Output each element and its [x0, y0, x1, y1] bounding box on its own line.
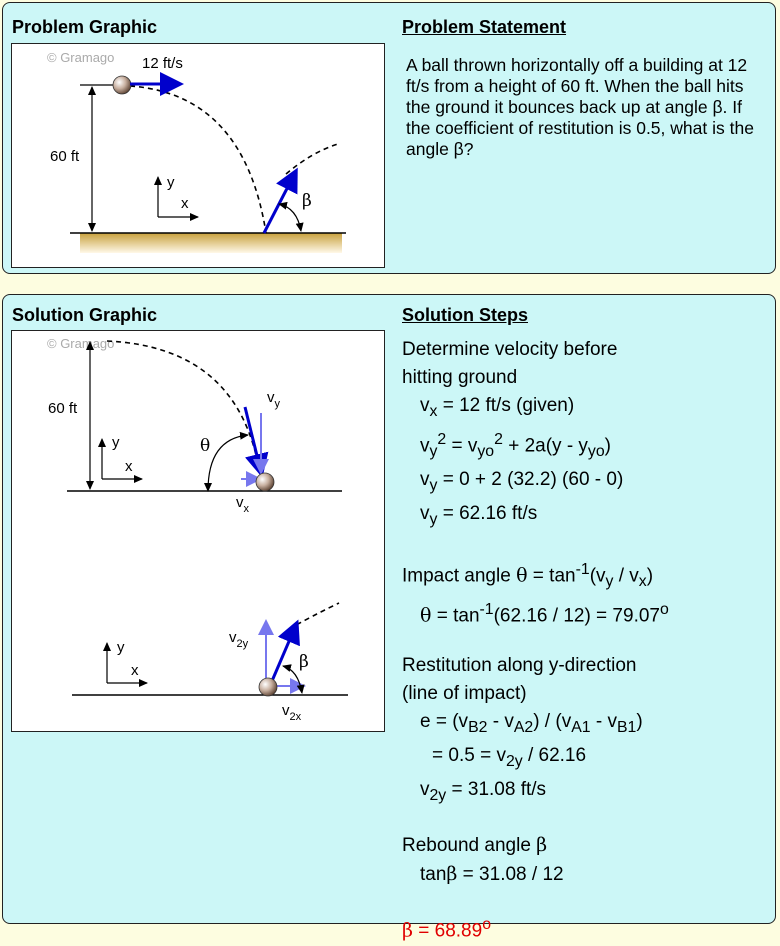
solution-graphic-title: Solution Graphic: [12, 305, 158, 325]
v2x-label: $v_{2x}$: [282, 702, 302, 723]
solution-diagram: [12, 331, 386, 733]
impact-trajectory: [107, 341, 260, 475]
step-vy-result: $v_y = 62.16$ ft/s: [420, 502, 538, 528]
problem-statement-title: Problem Statement: [402, 17, 567, 37]
step-v2y-result: $v_{2y} = 31.08$ ft/s: [420, 778, 547, 804]
step-restitution-substitution: = $0.5 = v_{2y} / 62.16$: [432, 744, 587, 770]
solution-steps: [402, 336, 669, 946]
copyright-text-2: © Gramago: [47, 336, 115, 351]
ball-rebound: [259, 678, 277, 696]
problem-panel: [2, 2, 776, 274]
y-axis-label-2: y: [112, 434, 120, 451]
step-vy-substitution: $v_y = 0 + 2$ (32.2) (60 - 0): [420, 468, 624, 494]
final-answer: $\beta = 68.89^o$: [402, 916, 491, 942]
solution-graphic: [11, 330, 385, 732]
copyright-text: © Gramago: [47, 50, 115, 65]
theta-angle-arc: [208, 435, 248, 491]
beta-angle-arc: [279, 204, 301, 231]
step-vy-squared: $v_y^2 = v_{yo}^2 + 2a(y - y_{yo})$: [420, 430, 611, 460]
solution-steps-title: Solution Steps: [402, 305, 528, 325]
problem-graphic-title: Problem Graphic: [12, 17, 158, 37]
ball: [113, 76, 131, 94]
step-rebound-heading: Rebound angle β: [402, 834, 548, 857]
beta-label: β: [302, 191, 312, 211]
height-label: 60 ft: [50, 148, 80, 165]
step-tan-beta: tanβ = 31.08 / 12: [420, 863, 564, 886]
ground-block: [80, 233, 342, 253]
problem-statement-text: A ball thrown horizontally off a building at 12 ft/s from a height of 60 ft. When the ball hits the ground it bounces back up at angle β. If the coefficient of restitution is 0.5, what is the angle β?: [406, 55, 754, 159]
speed-label: 12 ft/s: [142, 55, 183, 72]
step-theta-result: $\theta = \tan^{-1}(62.16 / 12) = 79.07^o$: [420, 600, 669, 626]
vx-label: $v_x$: [236, 494, 249, 515]
y-axis-label: y: [167, 174, 175, 191]
theta-label: θ: [200, 436, 211, 456]
problem-graphic: [11, 43, 385, 268]
rebound-trajectory: [286, 144, 338, 174]
height-label-2: 60 ft: [48, 400, 78, 417]
y-axis-label-3: y: [117, 639, 125, 656]
step-vx: $v_x = 12$ ft/s (given): [420, 395, 575, 420]
step-velocity-heading-2: hitting ground: [402, 367, 518, 388]
rebound-velocity-arrow: [264, 173, 295, 233]
incoming-trajectory: [130, 86, 266, 233]
step-restitution-heading-2: (line of impact): [402, 682, 527, 704]
beta-label-2: β: [299, 652, 309, 672]
rebound-trajectory-2: [289, 603, 339, 629]
x-axis-label-2: x: [125, 458, 133, 475]
step-restitution-formula: $e = (v_{B2} - v_{A2}) / (v_{A1} - v_{B1})$: [420, 710, 643, 736]
step-impact-angle: Impact angle $\theta = \tan^{-1}(v_y / v_x)$: [402, 560, 654, 590]
step-velocity-heading: Determine velocity before: [402, 339, 618, 360]
v2y-label: $v_{2y}$: [229, 629, 249, 650]
step-restitution-heading: Restitution along y-direction: [402, 654, 637, 676]
rebound-velocity-arrow-2: [272, 625, 296, 681]
impact-velocity-arrow: [245, 407, 261, 472]
ball-impact: [256, 473, 274, 491]
problem-diagram: [12, 44, 386, 269]
x-axis-label-3: x: [131, 662, 139, 679]
vy-label: $v_y$: [267, 389, 280, 410]
x-axis-label: x: [181, 195, 189, 212]
